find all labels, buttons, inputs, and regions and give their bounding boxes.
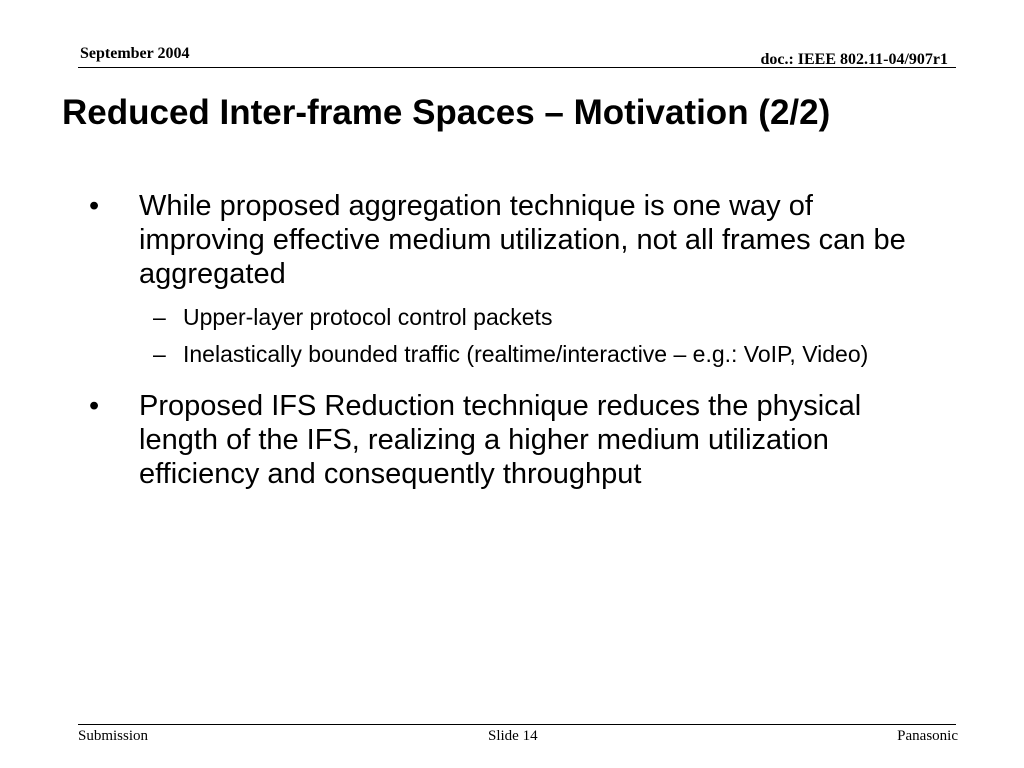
footer-divider: [78, 724, 956, 725]
sub-bullet-text: Upper-layer protocol control packets: [183, 304, 553, 330]
sub-bullet-marker: –: [153, 304, 166, 330]
header-doc-id: doc.: IEEE 802.11-04/907r1: [760, 51, 948, 68]
bullet-text: While proposed aggregation technique is one way of improving effective medium utilization, not all frames can be aggregated: [139, 190, 906, 290]
bullet-item: [0, 389, 1024, 491]
sub-bullet-marker: –: [153, 341, 166, 367]
sub-bullet-text: Inelastically bounded traffic (realtime/interactive – e.g.: VoIP, Video): [183, 341, 869, 367]
bullet-marker: •: [89, 190, 100, 222]
slide-title: Reduced Inter-frame Spaces – Motivation (2/2): [62, 93, 831, 132]
bullet-text: Proposed IFS Reduction technique reduces the physical length of the IFS, realizing a higher medium utilization efficiency and consequently throughput: [139, 390, 862, 490]
slide-content: [0, 189, 1024, 491]
sub-bullet-item: [0, 338, 1024, 370]
header-divider: [78, 67, 956, 68]
footer-slide-number: Slide 14: [488, 728, 538, 744]
footer-submission: Submission: [78, 728, 149, 744]
bullet-item: [0, 189, 1024, 291]
footer-company: Panasonic: [897, 728, 958, 744]
bullet-marker: •: [89, 390, 100, 422]
header-date: September 2004: [80, 45, 190, 62]
sub-bullet-item: [0, 301, 1024, 333]
